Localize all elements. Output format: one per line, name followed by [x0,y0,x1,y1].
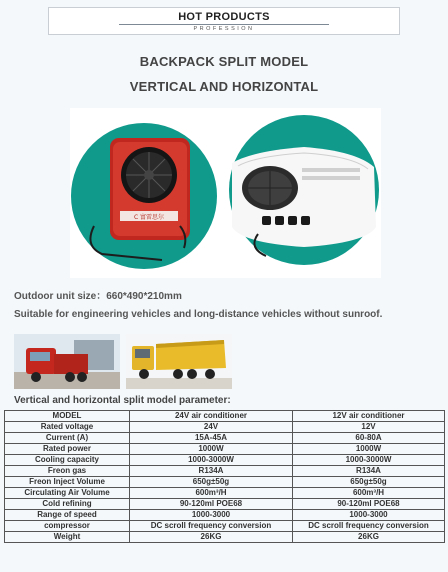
dump-truck-photo-yellow [126,334,232,389]
parameter-table [4,410,445,543]
truck-photo-red [14,334,120,389]
table-header: MODEL [5,411,130,422]
header-banner [48,7,400,35]
table-cell: Freon Inject Volume [5,477,130,488]
table-cell: Current (A) [5,433,130,444]
table-cell: compressor [5,521,130,532]
table-cell: 1000-3000 [130,510,293,521]
table-row [5,433,445,444]
table-cell: DC scroll frequency conversion [130,521,293,532]
table-cell: 1000-3000W [293,455,445,466]
table-cell: Rated voltage [5,422,130,433]
table-row [5,499,445,510]
table-cell: R134A [293,466,445,477]
table-cell: 1000W [130,444,293,455]
table-cell: 1000-3000W [130,455,293,466]
table-row [5,444,445,455]
table-cell: 26KG [293,532,445,543]
table-cell: Rated power [5,444,130,455]
table-row [5,422,445,433]
parameter-section-title: Vertical and horizontal split model parameter: [14,395,231,406]
table-cell: 12V [293,422,445,433]
product-logo: C 富雷思尔 [133,214,165,221]
table-cell: 600m³/H [130,488,293,499]
table-cell: Freon gas [5,466,130,477]
table-row [5,466,445,477]
outdoor-unit-size: Outdoor unit size：660*490*210mm [14,291,182,302]
table-cell: 600m³/H [293,488,445,499]
table-row [5,510,445,521]
table-cell: 24V [130,422,293,433]
table-cell: 1000W [293,444,445,455]
table-cell: R134A [130,466,293,477]
table-cell: Cooling capacity [5,455,130,466]
table-cell: 60-80A [293,433,445,444]
table-cell: 90-120ml POE68 [130,499,293,510]
table-row [5,455,445,466]
table-cell: Circulating Air Volume [5,488,130,499]
table-row [5,521,445,532]
table-cell: 26KG [130,532,293,543]
table-header: 12V air conditioner [293,411,445,422]
table-cell: DC scroll frequency conversion [293,521,445,532]
table-cell: 650g±50g [130,477,293,488]
product-photo [70,108,381,278]
suitability-note: Suitable for engineering vehicles and long-distance vehicles without sunroof. [14,309,383,320]
table-cell: Range of speed [5,510,130,521]
product-illustration [70,108,381,278]
table-cell: 90-120ml POE68 [293,499,445,510]
table-cell: Cold refining [5,499,130,510]
table-cell: Weight [5,532,130,543]
table-row [5,532,445,543]
table-header-row [5,411,445,422]
table-row [5,488,445,499]
header-divider [119,24,329,25]
header-title: HOT PRODUCTS [178,11,270,23]
orientation-heading: VERTICAL AND HORIZONTAL [129,79,319,94]
header-subtitle: PROFESSION [193,26,255,32]
table-row [5,477,445,488]
table-cell: 1000-3000 [293,510,445,521]
model-heading: BACKPACK SPLIT MODEL [139,54,309,69]
table-cell: 650g±50g [293,477,445,488]
table-cell: 15A-45A [130,433,293,444]
table-header: 24V air conditioner [130,411,293,422]
